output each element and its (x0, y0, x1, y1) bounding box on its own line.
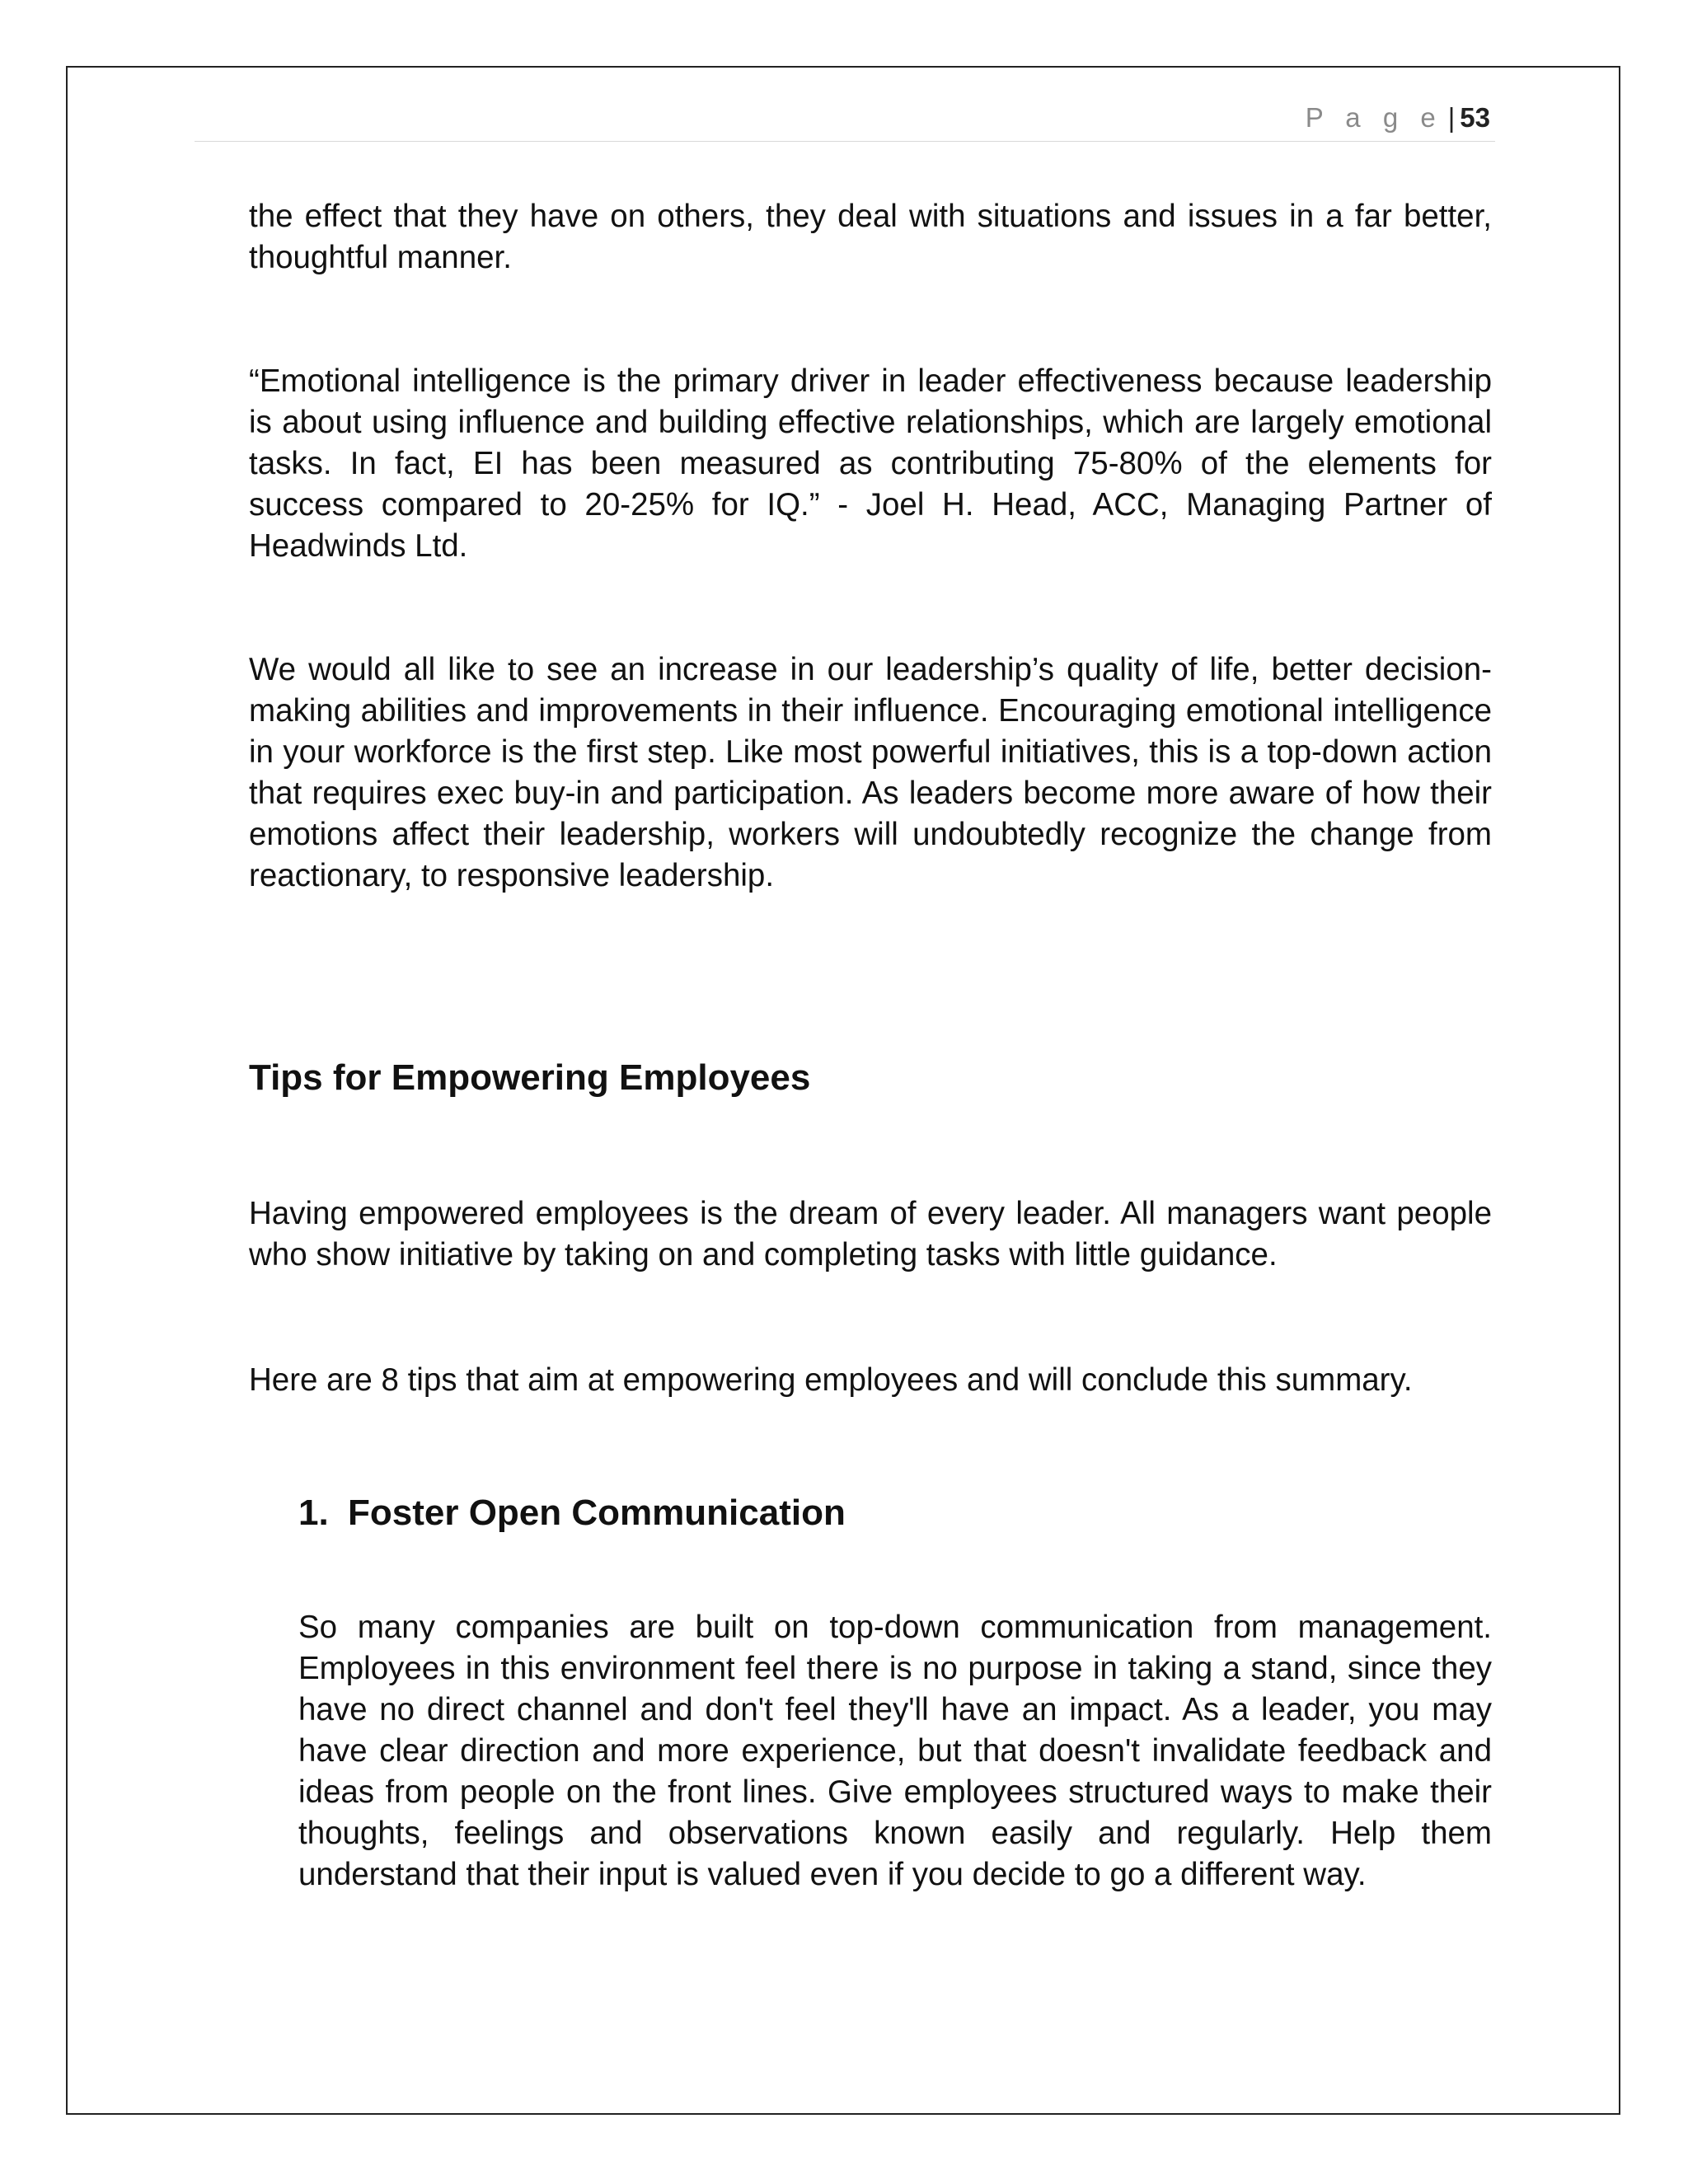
page-label: P a g e (1305, 102, 1443, 133)
page-separator: | (1447, 102, 1456, 133)
paragraph-leadership: We would all like to see an increase in our leadership’s quality of life, better decision-making abilities and improvements in their influence. Encouraging emotional intelligence in your workforce is the first step. Like most powerful initiatives, this is a top-down action that requires exec buy-in and participation. As leaders become more aware of how their emotions affect their leadership, workers will undoubtedly recognize the change from reactionary, to responsive leadership. (249, 652, 1492, 893)
section-heading: Tips for Empowering Employees (249, 1057, 811, 1098)
tip-number: 1. (298, 1493, 329, 1533)
paragraph-empowered-employees: Having empowered employees is the dream of every leader. All managers want people who show initiative by taking on and completing tasks with little guidance. (249, 1196, 1492, 1272)
paragraph-eight-tips: Here are 8 tips that aim at empowering employees and will conclude this summary. (249, 1362, 1413, 1398)
paragraph-effect-on-others: the effect that they have on others, they deal with situations and issues in a far better, thoughtful manner. (249, 199, 1492, 275)
page-header (195, 99, 1495, 142)
paragraph-tip-body: So many companies are built on top-down communication from management. Employees in this environment feel there is no purpose in taking a stand, since they have no direct channel and don't feel they'll have an impact. As a leader, you may have clear direction and more experience, but that doesn't invalidate feedback and ideas from people on the front lines. Give employees structured ways to make their thoughts, feelings and observations known easily and regularly. Help them understand that their input is valued even if you decide to go a different way. (298, 1610, 1492, 1892)
tip-heading (298, 1490, 846, 1536)
tip-title: Foster Open Communication (348, 1493, 846, 1533)
page-number: 53 (1460, 102, 1490, 133)
paragraph-quote: “Emotional intelligence is the primary driver in leader effectiveness because leadership is about using influence and building effective relationships, which are largely emotional tasks. In fact, EI has been measured as contributing 75-80% of the elements for success compared to 20-25% for IQ.” - Joel H. Head, ACC, Managing Partner of Headwinds Ltd. (249, 363, 1492, 564)
page-number-label (1306, 102, 1490, 134)
